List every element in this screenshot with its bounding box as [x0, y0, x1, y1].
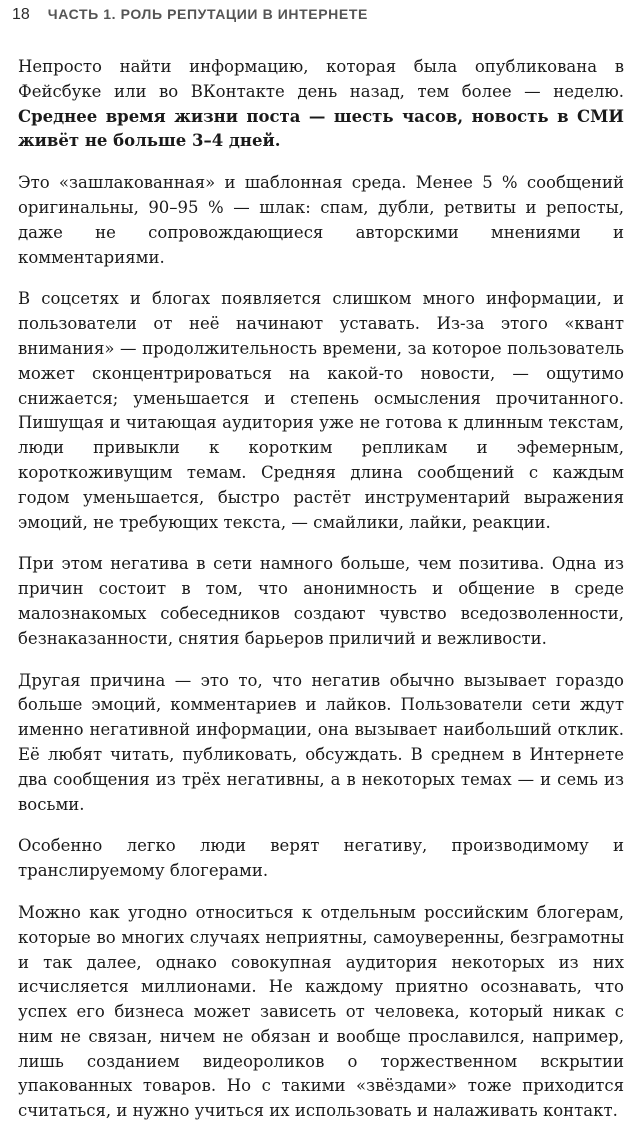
running-head: ЧАСТЬ 1. РОЛЬ РЕПУТАЦИИ В ИНТЕРНЕТЕ: [47, 6, 368, 22]
body-text: [18, 55, 624, 1141]
paragraph: Можно как угодно относиться к отдельным российским блогерам, которые во многих случаях неприятны, самоуверенны, безграмотны и так далее, однако совокупная аудитория некоторых из них исчисляется миллионами. Не каждому приятно осознавать, что успех его бизнеса может зависеть от человека, который никак с ним не связан, ничем не обязан и вообще прославился, например, лишь созданием видеороликов о торжественном вскрытии упакованных товаров. Но с такими «звёздами» тоже приходится считаться, и нужно учиться их использовать и налаживать контакт.: [18, 902, 624, 1121]
paragraph: В соцсетях и блогах появляется слишком много информации, и пользователи от неё начинают уставать. Из-за этого «квант внимания» — продолжительность времени, за которое пользователь может сконцентрироваться на какой-то новости, — ощутимо снижается; уменьшается и степень осмысления прочитанного. Пишущая и читающая аудитория уже не готова к длинным текстам, люди привыкли к коротким репликам и эфемерным, короткоживущим темам. Средняя длина сообщений с каждым годом уменьшается, быстро растёт инструментарий выражения эмоций, не требующих текста, — смайлики, лайки, реакции.: [18, 289, 624, 532]
paragraph: Это «зашлакованная» и шаблонная среда. Менее 5 % сообщений оригинальны, 90–95 % — шлак: спам, дубли, ретвиты и репосты, даже не сопровождающиеся авторскими мнениями и комментариями.: [18, 173, 624, 267]
page-header: [12, 6, 624, 30]
paragraph: При этом негатива в сети намного больше, чем позитива. Одна из причин состоит в том, что анонимность и общение в среде малознакомых собеседников создают чувство вседозволенности, безнаказанности, снятия барьеров приличий и вежливости.: [18, 554, 624, 648]
paragraph: [18, 55, 624, 154]
page-number: 18: [12, 6, 30, 23]
paragraph: Другая причина — это то, что негатив обычно вызывает гораздо больше эмоций, комментариев и лайков. Пользователи сети ждут именно негативной информации, она вызывает наибольший отклик. Её любят читать, публиковать, обсуждать. В среднем в Интернете два сообщения из трёх негативны, а в некоторых темах — и семь из восьми.: [18, 670, 624, 814]
paragraph-text: Непросто найти информацию, которая была опубликована в Фейсбуке или во ВКонтакте день назад, тем более — неделю.: [18, 57, 624, 101]
emphasis-text: Среднее время жизни поста — шесть часов, новость в СМИ живёт не больше 3–4 дней.: [18, 106, 624, 151]
paragraph: Особенно легко люди верят негативу, производимому и транслируемому блогерами.: [18, 836, 624, 881]
